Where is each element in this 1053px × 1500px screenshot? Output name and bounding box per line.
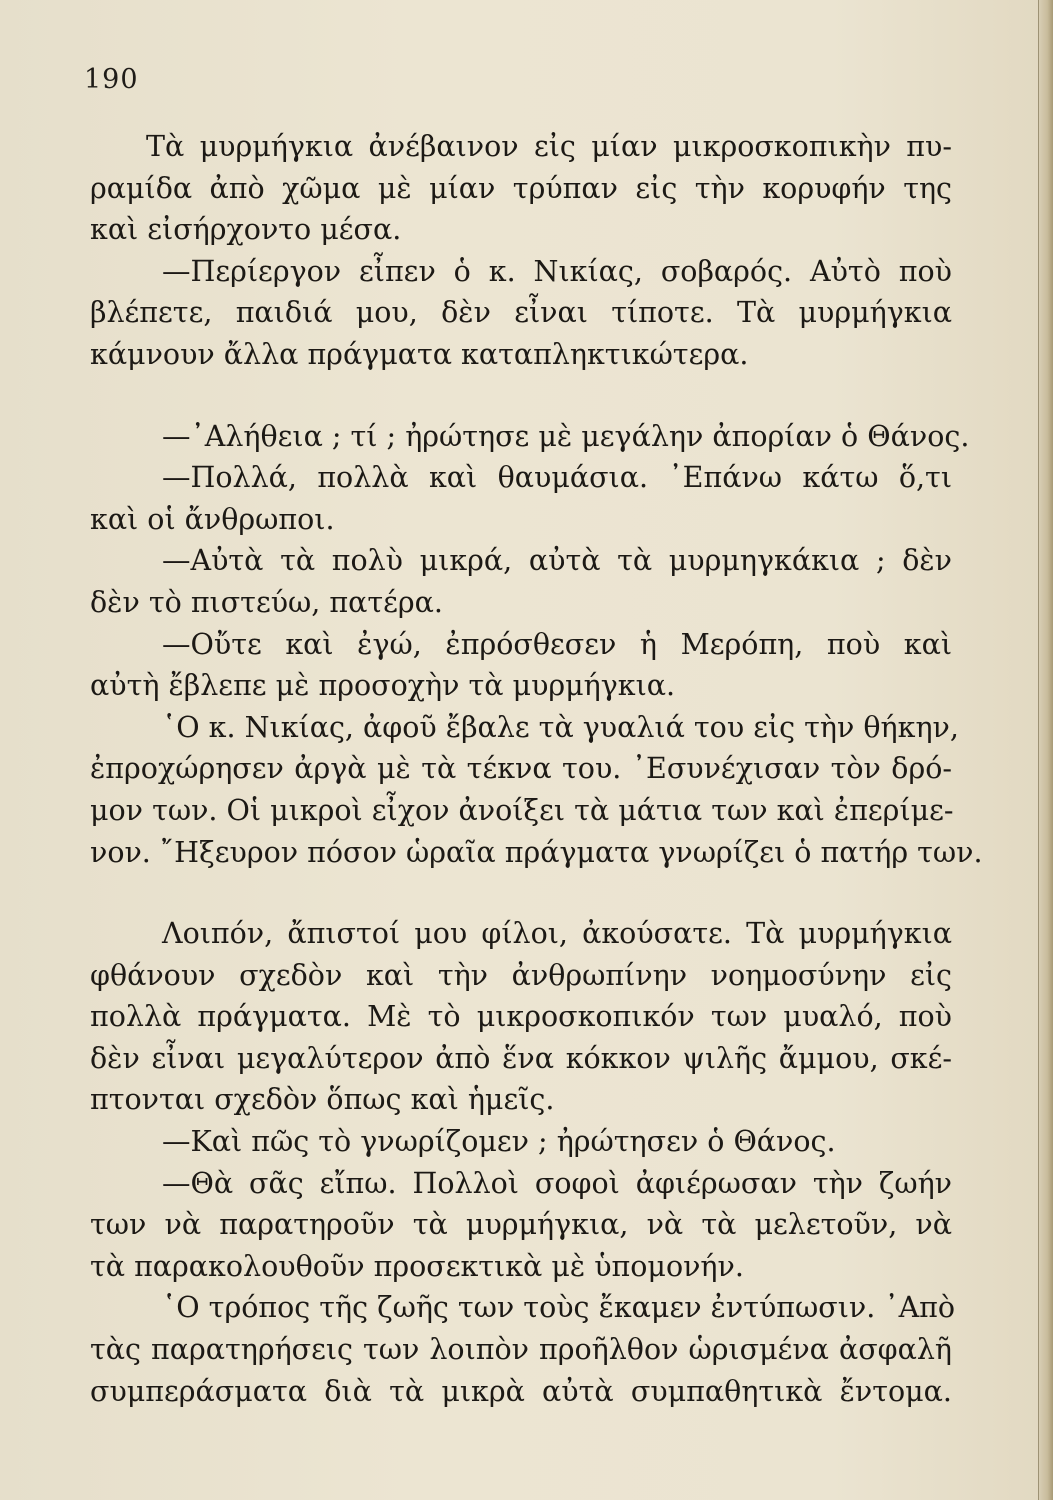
text-line: πολλὰ πράγματα. Μὲ τὸ μικροσκοπικόν των μυαλό, ποὺ (90, 1000, 952, 1034)
text-line: ἐπροχώρησεν ἀργὰ μὲ τὰ τέκνα του. ᾿Εσυνέχισαν τὸν δρό- (90, 752, 952, 786)
text-line: δὲν εἶναι μεγαλύτερον ἀπὸ ἕνα κόκκον ψιλῆς ἄμμου, σκέ- (90, 1041, 952, 1075)
text-line: καὶ οἱ ἄνθρωποι. (90, 502, 335, 536)
text-line: συμπεράσματα διὰ τὰ μικρὰ αὐτὰ συμπαθητικὰ ἔντομα. (90, 1374, 952, 1408)
text-line: καὶ εἰσήρχοντο μέσα. (90, 213, 402, 247)
book-binding-edge (1038, 0, 1053, 1500)
text-line: αὐτὴ ἔβλεπε μὲ προσοχὴν τὰ μυρμήγκια. (90, 669, 676, 703)
text-line: Τὰ μυρμήγκια ἀνέβαινον εἰς μίαν μικροσκοπικὴν πυ- (146, 130, 952, 163)
text-line: —Πολλά, πολλὰ καὶ θαυμάσια. ᾿Επάνω κάτω ὅ,τι (162, 461, 952, 495)
text-line: τὰς παρατηρήσεις των λοιπὸν προῆλθον ὡρισμένα ἀσφαλῆ (90, 1333, 952, 1367)
body-text (90, 126, 983, 1412)
paragraph-gap (90, 376, 952, 416)
paragraph-gap (90, 873, 952, 913)
text-line: νον. ῎Ηξευρον πόσον ὡραῖα πράγματα γνωρίζει ὁ πατήρ των. (90, 835, 983, 869)
text-line: —Οὔτε καὶ ἐγώ, ἐπρόσθεσεν ἡ Μερόπη, ποὺ καὶ (162, 627, 952, 661)
text-line: ραμίδα ἀπὸ χῶμα μὲ μίαν τρύπαν εἰς τὴν κορυφήν της (90, 171, 952, 205)
text-line: κάμνουν ἄλλα πράγματα καταπληκτικώτερα. (90, 337, 749, 371)
text-line: βλέπετε, παιδιά μου, δὲν εἶναι τίποτε. Τὰ μυρμήγκια (90, 296, 952, 330)
text-line: ῾Ο τρόπος τῆς ζωῆς των τοὺς ἔκαμεν ἐντύπωσιν. ᾿Απὸ (162, 1291, 956, 1325)
text-line: —᾿Αλήθεια ; τί ; ἠρώτησε μὲ μεγάλην ἀπορίαν ὁ Θάνος. (162, 419, 970, 453)
text-line: ῾Ο κ. Νικίας, ἀφοῦ ἔβαλε τὰ γυαλιά του εἰς τὴν θήκην, (162, 710, 959, 744)
text-line: —Αὐτὰ τὰ πολὺ μικρά, αὐτὰ τὰ μυρμηγκάκια ; δὲν (162, 544, 952, 578)
text-line: —Περίεργον εἶπεν ὁ κ. Νικίας, σοβαρός. Αὐτὸ ποὺ (162, 254, 952, 288)
text-line: δὲν τὸ πιστεύω, πατέρα. (90, 585, 443, 619)
text-line: πτονται σχεδὸν ὅπως καὶ ἡμεῖς. (90, 1083, 555, 1117)
text-line: φθάνουν σχεδὸν καὶ τὴν ἀνθρωπίνην νοημοσύνην εἰς (90, 958, 952, 992)
text-line: των νὰ παρατηροῦν τὰ μυρμήγκια, νὰ τὰ μελετοῦν, νὰ (90, 1208, 952, 1242)
text-line: —Θὰ σᾶς εἴπω. Πολλοὶ σοφοὶ ἀφιέρωσαν τὴν ζωήν (162, 1166, 952, 1200)
page-number: 190 (84, 64, 139, 95)
text-line: μον των. Οἱ μικροὶ εἶχον ἀνοίξει τὰ μάτια των καὶ ἐπερίμε- (90, 793, 954, 827)
text-line: τὰ παρακολουθοῦν προσεκτικὰ μὲ ὑπομονήν. (90, 1249, 744, 1283)
text-line: Λοιπόν, ἄπιστοί μου φίλοι, ἀκούσατε. Τὰ μυρμήγκια (162, 917, 952, 951)
text-line: —Καὶ πῶς τὸ γνωρίζομεν ; ἠρώτησεν ὁ Θάνος. (162, 1125, 836, 1159)
